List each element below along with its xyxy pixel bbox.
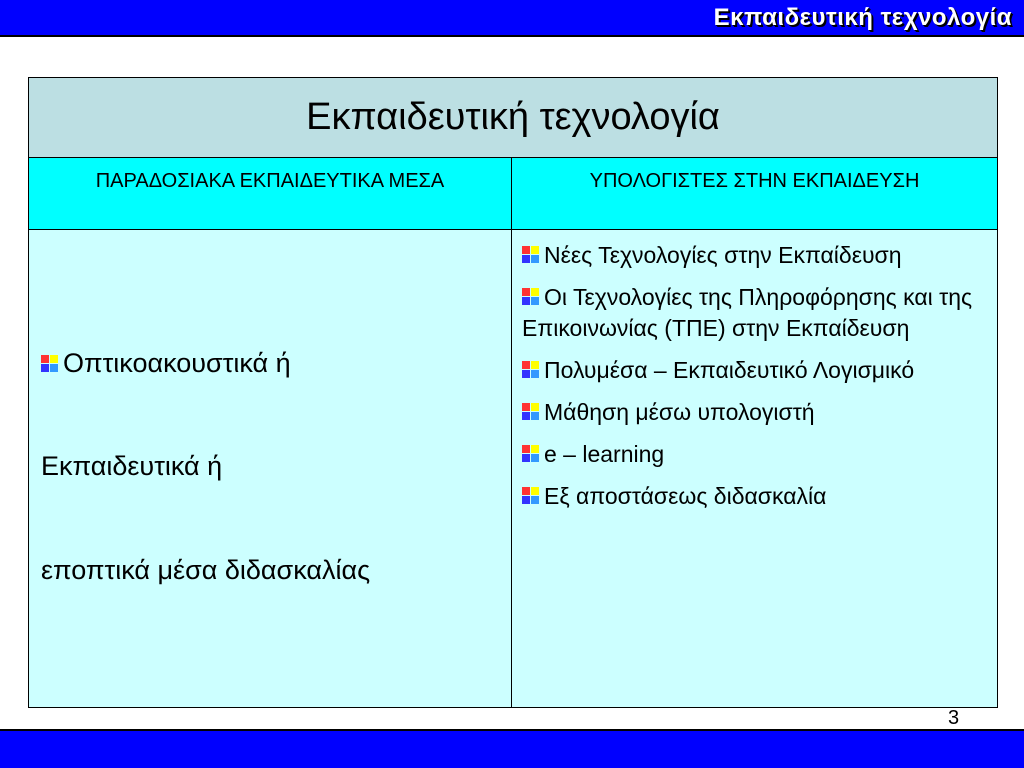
left-line-3: εποπτικά μέσα διδασκαλίας <box>41 555 371 585</box>
left-line-2: Εκπαιδευτικά ή <box>41 451 223 481</box>
list-item-text: e – learning <box>544 441 665 467</box>
list-item <box>522 439 989 470</box>
column-header-computers: ΥΠΟΛΟΓΙΣΤΕΣ ΣΤΗΝ ΕΚΠΑΙΔΕΥΣΗ <box>512 158 998 230</box>
top-header-bar <box>0 0 1024 37</box>
windows-flag-bullet-icon <box>522 361 540 379</box>
content-table <box>28 77 998 708</box>
windows-flag-bullet-icon <box>522 246 540 264</box>
traditional-media-cell <box>29 230 512 708</box>
list-item <box>522 355 989 386</box>
list-item-text: Οι Τεχνολογίες της Πληροφόρησης και της Επικοινωνίας (ΤΠΕ) στην Εκπαίδευση <box>522 284 973 341</box>
table-title: Εκπαιδευτική τεχνολογία <box>29 78 998 158</box>
bottom-footer-bar <box>0 729 1024 768</box>
header-title: Εκπαιδευτική τεχνολογία <box>713 4 1012 31</box>
windows-flag-bullet-icon <box>522 487 540 505</box>
list-item-text: Εξ αποστάσεως διδασκαλία <box>544 483 827 509</box>
page-number: 3 <box>948 707 960 729</box>
windows-flag-bullet-icon <box>522 403 540 421</box>
list-item <box>522 240 989 271</box>
left-line-1 <box>41 348 291 379</box>
windows-flag-bullet-icon <box>41 355 59 373</box>
list-item-text: Πολυμέσα – Εκπαιδευτικό Λογισμικό <box>544 357 915 383</box>
list-item-text: Νέες Τεχνολογίες στην Εκπαίδευση <box>544 242 902 268</box>
list-item-text: Μάθηση μέσω υπολογιστή <box>544 399 815 425</box>
windows-flag-bullet-icon <box>522 288 540 306</box>
windows-flag-bullet-icon <box>522 445 540 463</box>
column-header-traditional: ΠΑΡΑΔΟΣΙΑΚΑ ΕΚΠΑΙΔΕΥΤΙΚΑ ΜΕΣΑ <box>29 158 512 230</box>
computers-in-education-cell <box>512 230 998 708</box>
list-item <box>522 397 989 428</box>
left-line-text: Οπτικοακουστικά ή <box>63 348 291 378</box>
list-item <box>522 481 989 512</box>
list-item <box>522 282 989 344</box>
